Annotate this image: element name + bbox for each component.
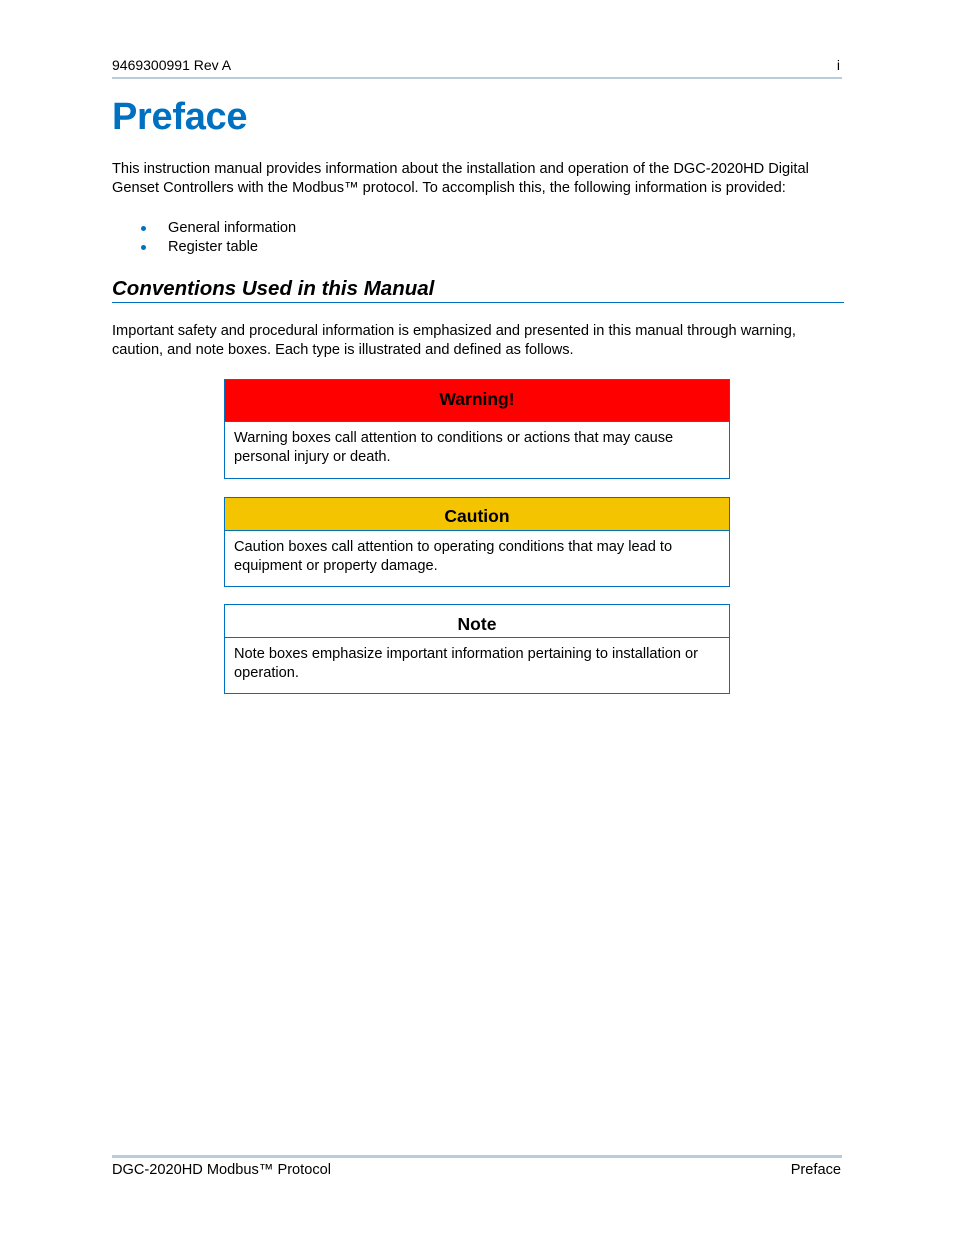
bullet-icon [141,245,146,250]
page-title: Preface [112,96,248,138]
page-number: i [836,57,840,73]
list-item-label: Register table [168,239,259,255]
warning-box-text: Warning boxes call attention to conditions or actions that may cause personal injury or death. [234,430,674,465]
caution-box-text: Caution boxes call attention to operating conditions that may lead to equipment or property damage. [234,539,673,574]
list-item [140,238,296,257]
list-item-label: General information [168,220,297,236]
conventions-paragraph: Important safety and procedural information is emphasized and presented in this manual through warning, caution, and note boxes. Each type is illustrated and defined as follows. [112,323,796,358]
warning-box [224,379,730,479]
page-footer [112,1155,842,1182]
caution-box [224,497,730,587]
note-box-title: Note [225,605,729,638]
note-box-text: Note boxes emphasize important information pertaining to installation or operation. [234,646,699,681]
list-item [140,219,296,238]
bullet-icon [141,226,146,231]
intro-bullet-list [140,219,296,257]
section-heading-conventions: Conventions Used in this Manual [112,275,844,303]
footer-document-title: DGC-2020HD Modbus™ Protocol [112,1162,331,1178]
footer-section-name: Preface [790,1162,841,1178]
document-number: 9469300991 Rev A [112,57,232,73]
warning-box-title: Warning! [225,380,729,422]
caution-box-title: Caution [225,498,729,531]
note-box [224,604,730,694]
intro-paragraph: This instruction manual provides information about the installation and operation of the DGC-2020HD Digital Genset Controllers with the Modbus™ protocol. To accomplish this, the following information is provided: [112,161,809,196]
page-header [112,55,842,79]
